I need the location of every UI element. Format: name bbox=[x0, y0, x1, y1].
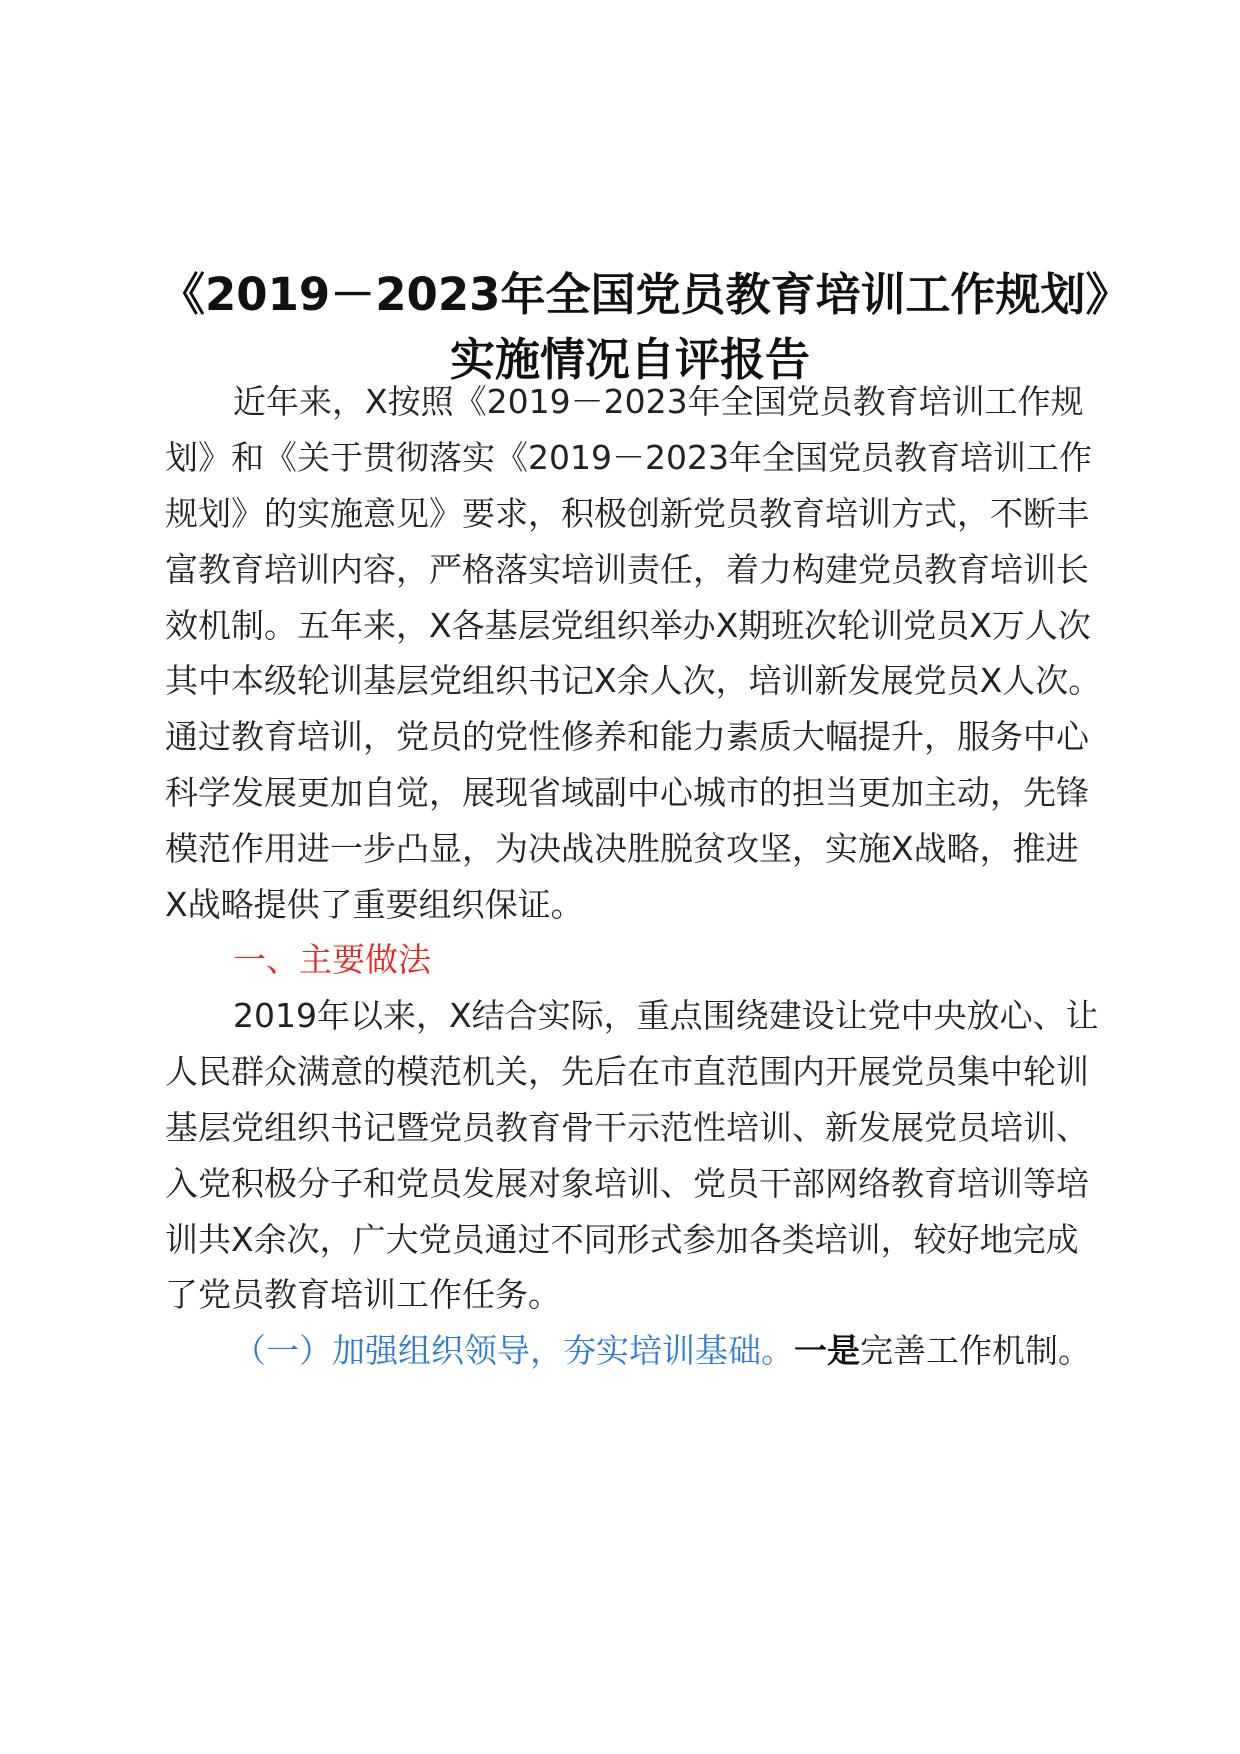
subsection-1-heading: （一）加强组织领导，夯实培训基础。 bbox=[233, 1331, 794, 1370]
subsection-1-lead: 一是 bbox=[794, 1331, 860, 1370]
paragraph-2-line-5: 训共X余次，广大党员通过不同形式参加各类培训，较好地完成 bbox=[165, 1220, 1079, 1259]
subsection-1-text: 完善工作机制。 bbox=[860, 1331, 1091, 1370]
document-title-line-2: 实施情况自评报告 bbox=[449, 333, 810, 386]
paragraph-2-line-2: 人民群众满意的模范机关，先后在市直范围内开展党员集中轮训 bbox=[165, 1052, 1089, 1091]
paragraph-1-line-2: 划》和《关于贯彻落实《2019－2023年全国党员教育培训工作 bbox=[165, 438, 1092, 477]
paragraph-2-line-3: 基层党组织书记暨党员教育骨干示范性培训、新发展党员培训、 bbox=[165, 1108, 1089, 1147]
paragraph-1-line-5: 效机制。五年来，X各基层党组织举办X期班次轮训党员X万人次 bbox=[165, 606, 1091, 645]
subsection-1-line bbox=[233, 1331, 1091, 1371]
paragraph-1-line-6: 其中本级轮训基层党组织书记X余人次，培训新发展党员X人次。 bbox=[165, 661, 1102, 700]
section-heading-main-practices: 一、主要做法 bbox=[233, 940, 431, 979]
paragraph-2-line-4: 入党积极分子和党员发展对象培训、党员干部网络教育培训等培 bbox=[165, 1164, 1089, 1203]
paragraph-2-line-1: 2019年以来，X结合实际，重点围绕建设让党中央放心、让 bbox=[233, 996, 1099, 1035]
paragraph-1-line-9: 模范作用进一步凸显，为决战决胜脱贫攻坚，实施X战略，推进 bbox=[165, 829, 1079, 868]
paragraph-2-line-6: 了党员教育培训工作任务。 bbox=[165, 1275, 561, 1314]
paragraph-1-line-10: X战略提供了重要组织保证。 bbox=[165, 885, 584, 924]
paragraph-1-line-1: 近年来，X按照《2019－2023年全国党员教育培训工作规 bbox=[233, 382, 1084, 421]
document-title-line-1: 《2019－2023年全国党员教育培训工作规划》 bbox=[160, 268, 1131, 321]
paragraph-1-line-3: 规划》的实施意见》要求，积极创新党员教育培训方式，不断丰 bbox=[165, 494, 1089, 533]
paragraph-1-line-7: 通过教育培训，党员的党性修养和能力素质大幅提升，服务中心 bbox=[165, 717, 1089, 756]
paragraph-1-line-8: 科学发展更加自觉，展现省域副中心城市的担当更加主动，先锋 bbox=[165, 773, 1089, 812]
paragraph-1-line-4: 富教育培训内容，严格落实培训责任，着力构建党员教育培训长 bbox=[165, 550, 1089, 589]
